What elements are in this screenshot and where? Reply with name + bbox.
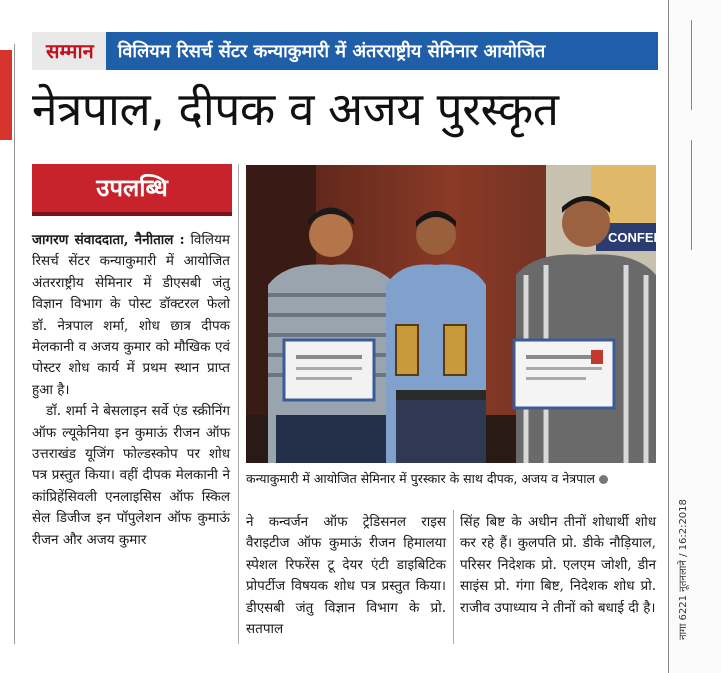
body-column-3: सिंह बिष्ट के अधीन तीनों शोधार्थी शोध कर रहे हैं। कुलपति प्रो. डीके नौड़ियाल, परिसर निदेशक प्रो. एलएम जोशी, डीन साइंस प्रो. गंगा बिष्ट, निदेशक शोध प्रो. राजीव उपाध्याय ने तीनों को बधाई दी है। (460, 514, 656, 616)
award-photo (246, 165, 663, 463)
margin-rule (691, 140, 692, 250)
photo-banner-text: CONFER (608, 230, 663, 245)
section-label: उपलब्धि (32, 164, 232, 216)
caption-bullet-icon (599, 475, 608, 484)
margin-stamp: नागा 6221 नूतनलाने / 16:2:2018 (678, 499, 689, 640)
kicker-bar (32, 32, 658, 70)
body-column-1 (32, 230, 230, 551)
neighbor-red-block (0, 50, 12, 140)
left-neighbor-column (0, 44, 15, 644)
body-paragraph: डॉ. शर्मा ने बेसलाइन सर्वे एंड स्क्रीनिंग ऑफ ल्यूकेनिया इन कुमाऊं रीजन ऑफ उत्तराखंड यूजिंग फोल्डस्कोप पर शोध पत्र प्रस्तुत किया। वहीं दीपक मेलकानी ने कांप्रिहेंसिवली एनलाइसिस ऑफ स्किल सेल डिजीज इन पॉपुलेशन ऑफ कुमाऊं रीजन और अजय कुमार (32, 403, 230, 548)
body-column-2: ने कन्वर्जन ऑफ ट्रेडिसनल राइस वैराइटीज ऑफ कुमाऊं रीजन हिमालया स्पेशल रिफरेंस टू देयर एंटी डाइबिटिक प्रोपर्टीज विषयक शोध पत्र प्रस्तुत किया। डीएसबी जंतु विज्ञान विभाग के प्रो. सतपाल (246, 514, 446, 638)
body-paragraph: विलियम रिसर्च सेंटर कन्याकुमारी में आयोजित अंतरराष्ट्रीय सेमिनार में डीएसबी जंतु विज्ञान विभाग के पोस्ट डॉक्टरल फेलो डॉ. नेत्रपाल शर्मा, शोध छात्र दीपक मेलकानी व अजय कुमार को मौखिक एवं पोस्टर शोध कार्य में प्रथम स्थान प्राप्त हुआ है। (32, 232, 230, 398)
dateline: जागरण संवाददाता, नैनीताल : (32, 232, 185, 248)
caption-text: कन्याकुमारी में आयोजित सेमिनार में पुरस्कार के साथ दीपक, अजय व नेत्रपाल (246, 471, 595, 486)
column-divider (453, 510, 454, 644)
kicker-title: विलियम रिसर्च सेंटर कन्याकुमारी में अंतरराष्ट्रीय सेमिनार आयोजित (117, 41, 546, 62)
margin-rule (691, 20, 692, 110)
kicker-tag: सम्मान (32, 32, 106, 70)
photo-caption (246, 470, 656, 488)
right-neighbor-column (668, 0, 721, 673)
column-divider (238, 164, 239, 644)
headline: नेत्रपाल, दीपक व अजय पुरस्कृत (32, 82, 559, 136)
